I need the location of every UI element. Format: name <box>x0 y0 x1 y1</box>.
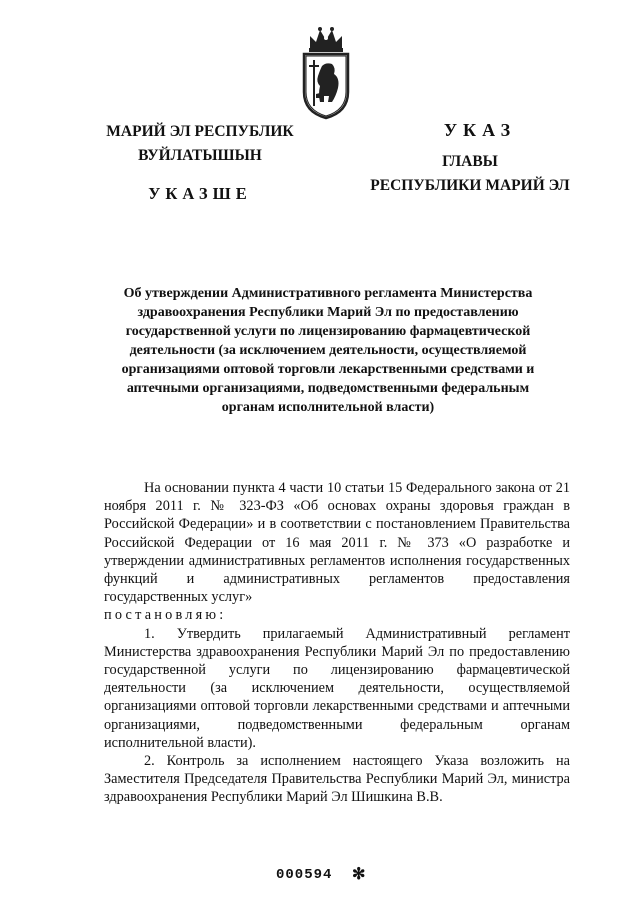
postanovlyayu-line: постановляю: <box>104 607 227 624</box>
header-left-line2: ВУЙЛАТЫШЫН <box>138 147 262 164</box>
header-right-subtitle <box>350 150 590 198</box>
item-2-paragraph: 2. Контроль за исполнением настоящего Указа возложить на Заместителя Председателя Правительства Республики Марий Эл, министра здравоохранения Республики Марий Эл Шишкина В.В. <box>104 753 570 806</box>
asterisk-mark: ✻ <box>352 866 366 883</box>
crown-icon <box>309 27 343 52</box>
decree-body <box>104 479 570 807</box>
header-left-line1: МАРИЙ ЭЛ РЕСПУБЛИК <box>106 123 294 140</box>
header-right-title: УКАЗ <box>443 120 517 140</box>
header-left <box>100 120 300 206</box>
serial-number: 000594 <box>276 867 333 883</box>
header-right-line1: ГЛАВЫ <box>442 153 498 170</box>
preamble-paragraph: На основании пункта 4 части 10 статьи 15 Федерального закона от 21 ноября 2011 г. № 323-ФЗ «Об основах охраны здоровья граждан в Российской Федерации» и в соответствии с постановлением Правительства Российской Федерации от 16 мая 2011 г. № 373 «О разработке и утверждении административных регламентов исполнения государственных функций и административных регламентов предоставления государственных услуг» <box>104 480 570 606</box>
header-left-title: УКАЗШЕ <box>148 184 252 203</box>
decree-subject: Об утверждении Административного регламента Министерства здравоохранения Республики Марий Эл по предоставлению государственной услуги по лицензированию фармацевтической деятельности (за исключением деятельности, осуществляемой организациями оптовой торговли лекарственными средствами и аптечными организациями, подведомственными федеральным органам исполнительной власти) <box>121 286 535 415</box>
coat-of-arms-emblem <box>296 22 356 122</box>
header-right-line2: РЕСПУБЛИКИ МАРИЙ ЭЛ <box>370 177 570 194</box>
item-1-paragraph: 1. Утвердить прилагаемый Административный регламент Министерства здравоохранения Республики Марий Эл по предоставлению государственной услуги по лицензированию фармацевтической деятельности (за исключением деятельности, осуществляемой организациями оптовой торговли лекарственными средствами и аптечными организациями, подведомственными федеральным органам исполнительной власти). <box>104 625 570 751</box>
